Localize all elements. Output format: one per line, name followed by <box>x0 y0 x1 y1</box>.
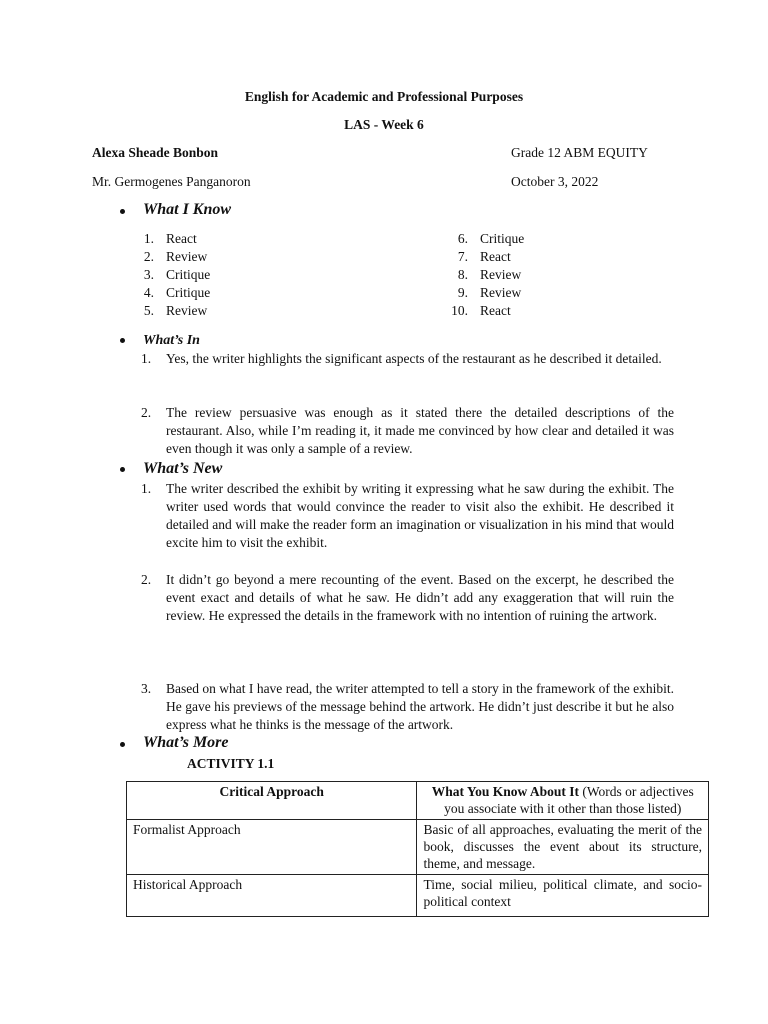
student-name: Alexa Sheade Bonbon <box>92 145 219 160</box>
list-item: React <box>480 249 511 264</box>
list-item-number: 5. <box>143 303 154 318</box>
list-item-number: 3. <box>143 267 154 282</box>
activity-label: ACTIVITY 1.1 <box>187 756 275 771</box>
table-row <box>127 875 709 917</box>
table-cell-approach: Historical Approach <box>127 875 417 917</box>
table-header-row <box>127 782 709 820</box>
answer-paragraph: Yes, the writer highlights the significant aspects of the restaurant as he described it detailed. <box>166 351 662 366</box>
table-row <box>127 820 709 875</box>
list-item: Review <box>166 303 208 318</box>
list-item: React <box>480 303 511 318</box>
list-item: Review <box>480 285 522 300</box>
list-item: React <box>166 231 197 246</box>
course-title: English for Academic and Professional Purposes <box>244 89 524 104</box>
list-item: Critique <box>480 231 525 246</box>
list-item-number: 1. <box>143 231 154 246</box>
list-item-number: 9. <box>457 285 468 300</box>
list-item: Review <box>480 267 522 282</box>
list-item: Review <box>166 249 208 264</box>
list-item-number: 2. <box>143 249 154 264</box>
table-header-cell <box>417 782 709 820</box>
table-cell-description: Time, social milieu, political climate, and socio-political context <box>417 875 709 917</box>
list-item-number: 7. <box>457 249 468 264</box>
section-heading-what-i-know: What I Know <box>143 201 232 218</box>
list-item: Critique <box>166 285 211 300</box>
grade-section: Grade 12 ABM EQUITY <box>511 145 648 160</box>
answer-paragraph: The review persuasive was enough as it stated there the detailed descriptions of the restaurant. Also, while I’m reading it, it made me convinced by how clear and detailed it was even though it was only a sample of a review. <box>166 405 674 456</box>
paragraph-number: 2. <box>141 572 152 587</box>
date: October 3, 2022 <box>511 174 599 189</box>
paragraph-number: 1. <box>141 351 152 366</box>
paragraph-number: 3. <box>141 681 152 696</box>
week-label: LAS - Week 6 <box>344 117 424 132</box>
section-heading-whats-in: What’s In <box>143 333 200 348</box>
list-item-number: 6. <box>457 231 468 246</box>
header-rest-part: (Words or adjectives you associate with it other than those listed) <box>444 784 694 816</box>
teacher-name: Mr. Germogenes Panganoron <box>92 174 251 189</box>
bullet-icon <box>120 742 125 747</box>
list-item-number: 10. <box>451 303 468 318</box>
paragraph-number: 2. <box>141 405 152 420</box>
answer-paragraph: The writer described the exhibit by writing it expressing what he saw during the exhibit. The writer used words that would convince the reader to visit also the exhibit. He described it detailed and will make the reader form an imagination or visualization in his mind that would excite him to visit the exhibit. <box>166 481 674 550</box>
list-item-number: 4. <box>143 285 154 300</box>
paragraph-number: 1. <box>141 481 152 496</box>
table-cell-approach: Formalist Approach <box>127 820 417 875</box>
table-cell-description: Basic of all approaches, evaluating the merit of the book, discusses the event about its structure, theme, and message. <box>417 820 709 875</box>
bullet-icon <box>120 467 125 472</box>
critical-approach-table <box>126 781 709 917</box>
answer-paragraph: Based on what I have read, the writer attempted to tell a story in the framework of the exhibit. He gave his previews of the message behind the artwork. He didn’t just describe it but he also express what he thinks is the message of the artwork. <box>166 681 674 732</box>
bullet-icon <box>120 209 125 214</box>
section-heading-whats-new: What’s New <box>143 460 223 477</box>
bullet-icon <box>120 338 125 343</box>
table-header-cell: Critical Approach <box>127 782 417 820</box>
header-bold-part: What You Know About It <box>431 784 580 799</box>
answer-paragraph: It didn’t go beyond a mere recounting of the event. Based on the excerpt, he described the event exact and details of what he saw. He didn’t add any exaggeration that will ruin the review. He expressed the details in the framework with no intention of ruining the artwork. <box>166 572 674 623</box>
section-heading-whats-more: What’s More <box>143 734 229 751</box>
list-item-number: 8. <box>457 267 468 282</box>
list-item: Critique <box>166 267 211 282</box>
